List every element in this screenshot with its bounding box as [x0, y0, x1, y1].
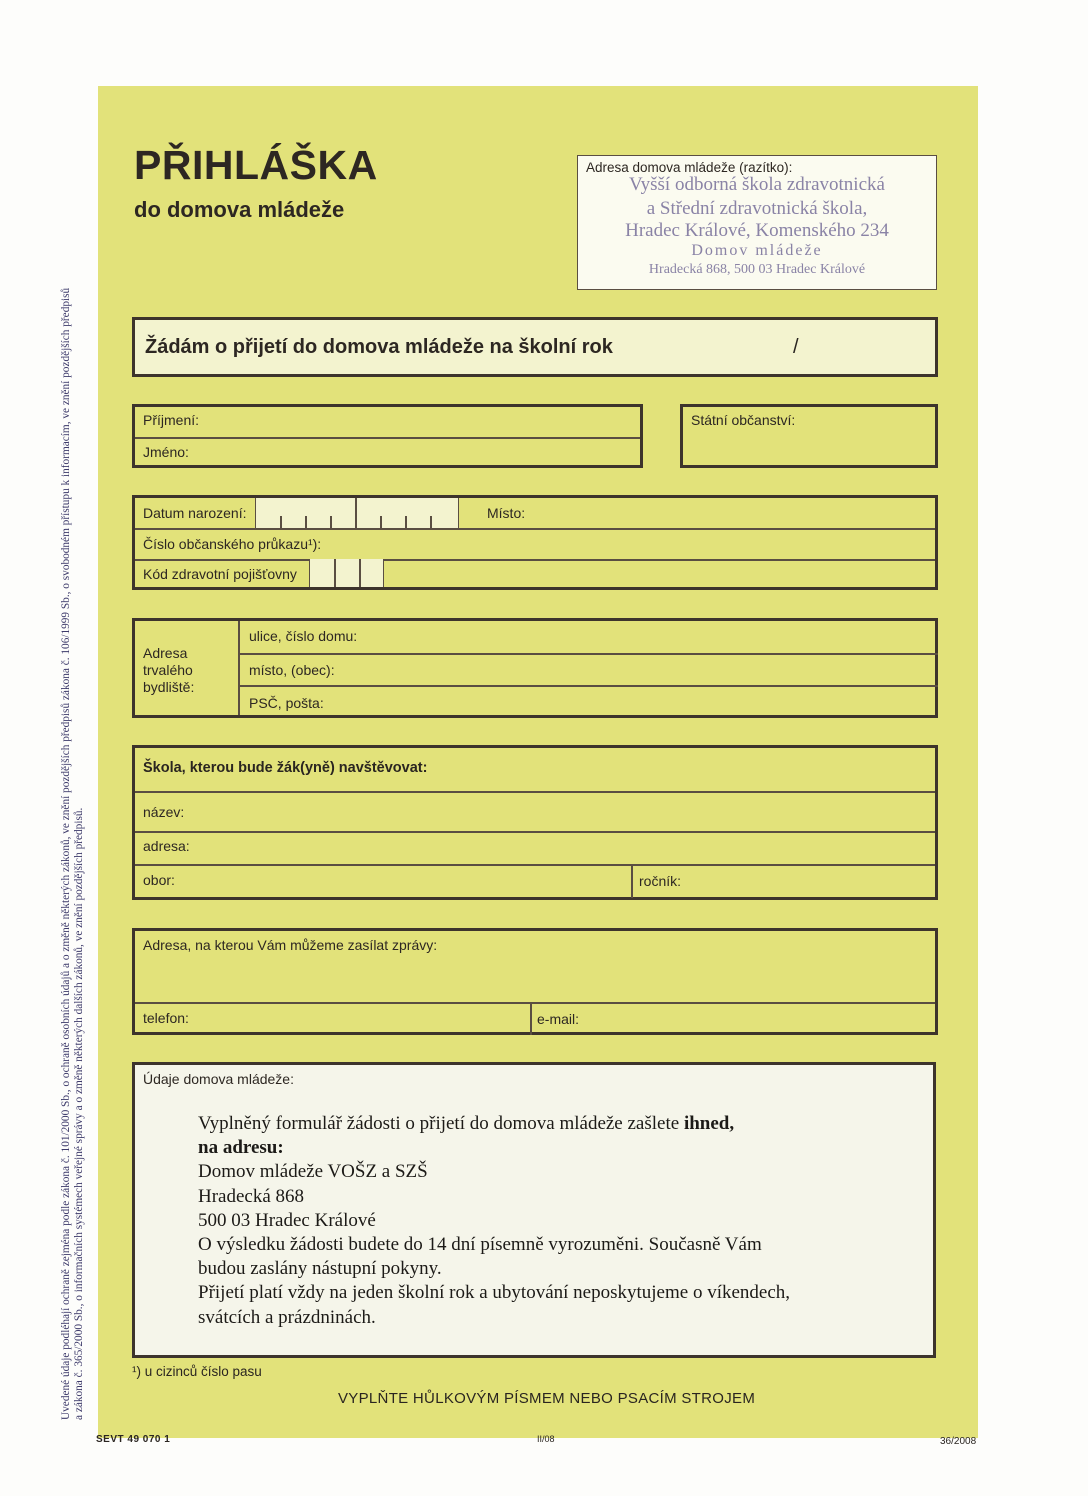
insurance-code-label: Kód zdravotní pojišťovny	[143, 566, 297, 582]
first-name-field[interactable]	[315, 440, 635, 464]
birth-place-label: Místo:	[487, 505, 526, 521]
stamp-line-address: Hradecká 868, 500 03 Hradec Králové	[648, 262, 866, 277]
submission-notice	[198, 1112, 898, 1330]
divider	[530, 1002, 532, 1035]
id-card-field[interactable]	[335, 531, 930, 557]
citizenship-box	[680, 404, 938, 468]
birth-date-field[interactable]	[255, 498, 459, 528]
form-code: SEVT 49 070 1	[96, 1434, 171, 1445]
notice-line: svátcích a prázdninách.	[198, 1306, 376, 1328]
legal-note-line-2: a zákona č. 365/2000 Sb., o informačních systémech veřejné správy a o změně některých dalších zákonů, ve znění pozdějších předpisů.	[72, 807, 85, 1420]
school-year-field[interactable]	[695, 867, 930, 895]
birth-date-label: Datum narození:	[143, 505, 247, 521]
name-box	[132, 404, 643, 468]
divider	[135, 528, 935, 530]
stamp-box	[577, 155, 937, 290]
birth-place-field[interactable]	[535, 500, 930, 526]
field-of-study-label: obor:	[143, 872, 175, 888]
street-label: ulice, číslo domu:	[249, 628, 358, 644]
code-divider	[334, 559, 336, 587]
street-field[interactable]	[375, 623, 930, 649]
notice-line: O výsledku žádosti budete do 14 dní písemně vyrozuměni. Současně Vám	[198, 1234, 762, 1256]
school-year-label: ročník:	[639, 873, 682, 889]
city-field[interactable]	[375, 657, 930, 683]
birth-box	[132, 495, 938, 590]
notice-line	[198, 1136, 898, 1160]
date-tick	[330, 516, 332, 528]
divider	[135, 864, 935, 866]
stamp-line-school: Vyšší odborná škola zdravotnická	[629, 174, 885, 195]
form-title: PŘIHLÁŠKA	[134, 142, 378, 188]
footnote: ¹) u cizinců číslo pasu	[132, 1364, 262, 1379]
stamp-label: Adresa domova mládeže (razítko):	[586, 160, 793, 175]
code-divider	[359, 559, 361, 587]
notice-address-line: 500 03 Hradec Králové	[198, 1209, 376, 1231]
surname-label: Příjmení:	[143, 412, 200, 428]
notice-address-line: Hradecká 868	[198, 1185, 305, 1207]
school-name-label: název:	[143, 804, 185, 820]
school-box	[132, 745, 938, 900]
divider	[135, 559, 935, 561]
phone-label: telefon:	[143, 1010, 189, 1026]
stamp-line-dorm: Domov mládeže	[691, 242, 823, 259]
zip-label: PSČ, pošta:	[249, 695, 324, 711]
date-tick	[405, 516, 407, 528]
phone-field[interactable]	[205, 1005, 525, 1031]
date-tick	[280, 516, 282, 528]
divider	[135, 791, 935, 793]
school-name-field[interactable]	[195, 796, 930, 824]
school-year-separator: /	[793, 336, 799, 358]
edition-code: II/08	[537, 1434, 555, 1444]
fill-instruction: VYPLŇTE HŮLKOVÝM PÍSMEM NEBO PSACÍM STROJEM	[338, 1390, 756, 1407]
contact-box	[132, 928, 938, 1035]
zip-field[interactable]	[375, 689, 930, 713]
mailing-address-label: Adresa, na kterou Vám můžeme zasílat zprávy:	[143, 937, 438, 953]
form-number: 36/2008	[940, 1436, 977, 1447]
school-heading: Škola, kterou bude žák(yně) navštěvovat:	[143, 760, 428, 776]
divider	[631, 864, 633, 898]
school-address-field[interactable]	[195, 834, 930, 860]
date-divider	[355, 498, 357, 528]
notice-emphasis: na adresu:	[198, 1137, 284, 1159]
field-of-study-field[interactable]	[195, 867, 625, 895]
school-address-label: adresa:	[143, 838, 190, 854]
request-box	[132, 317, 938, 377]
date-tick	[305, 516, 307, 528]
citizenship-label: Státní občanství:	[691, 412, 796, 428]
email-label: e-mail:	[537, 1011, 580, 1027]
divider	[135, 437, 640, 439]
stamp-line-school-2: a Střední zdravotnická škola,	[646, 198, 868, 219]
permanent-address-box	[132, 618, 938, 718]
mailing-address-field[interactable]	[143, 959, 930, 999]
legal-note-line-1: Uvedené údaje podléhají ochraně zejména podle zákona č. 101/2000 Sb., o ochraně osobních údajů a o změně některých zákonů, ve znění pozdějších předpisů zákona č. 106/1999 Sb., o svobodném přístupu k informacím, ve znění pozdějších předpisů	[60, 287, 72, 1420]
date-tick	[430, 516, 432, 528]
city-label: místo, (obec):	[249, 662, 335, 678]
notice-line: budou zaslány nástupní pokyny.	[198, 1258, 442, 1280]
id-card-label: Číslo občanského průkazu¹):	[143, 536, 322, 552]
notice-line	[198, 1112, 898, 1136]
divider	[238, 685, 938, 687]
insurance-code-field[interactable]	[309, 559, 384, 587]
permanent-address-label: Adresa trvalého bydliště:	[143, 645, 195, 695]
dorm-details-label: Údaje domova mládeže:	[143, 1071, 294, 1087]
notice-address-line: Domov mládeže VOŠZ a SZŠ	[198, 1161, 428, 1183]
notice-line: Přijetí platí vždy na jeden školní rok a ubytování neposkytujeme o víkendech,	[198, 1282, 791, 1304]
surname-field[interactable]	[315, 409, 635, 433]
email-field[interactable]	[590, 1005, 930, 1031]
citizenship-field[interactable]	[691, 437, 931, 463]
first-name-label: Jméno:	[143, 444, 189, 460]
notice-text: Vyplněný formulář žádosti o přijetí do domova mládeže zašlete	[198, 1113, 684, 1134]
divider	[135, 831, 935, 833]
legal-side-note	[60, 80, 85, 1420]
request-text: Žádám o přijetí do domova mládeže na školní rok	[145, 336, 613, 358]
notice-emphasis: ihned,	[683, 1113, 735, 1134]
date-tick	[380, 516, 382, 528]
divider	[135, 1002, 935, 1004]
form-subtitle: do domova mládeže	[134, 197, 345, 222]
divider	[238, 653, 938, 655]
stamp-line-city: Hradec Králové, Komenského 234	[625, 220, 889, 241]
divider	[238, 621, 240, 715]
